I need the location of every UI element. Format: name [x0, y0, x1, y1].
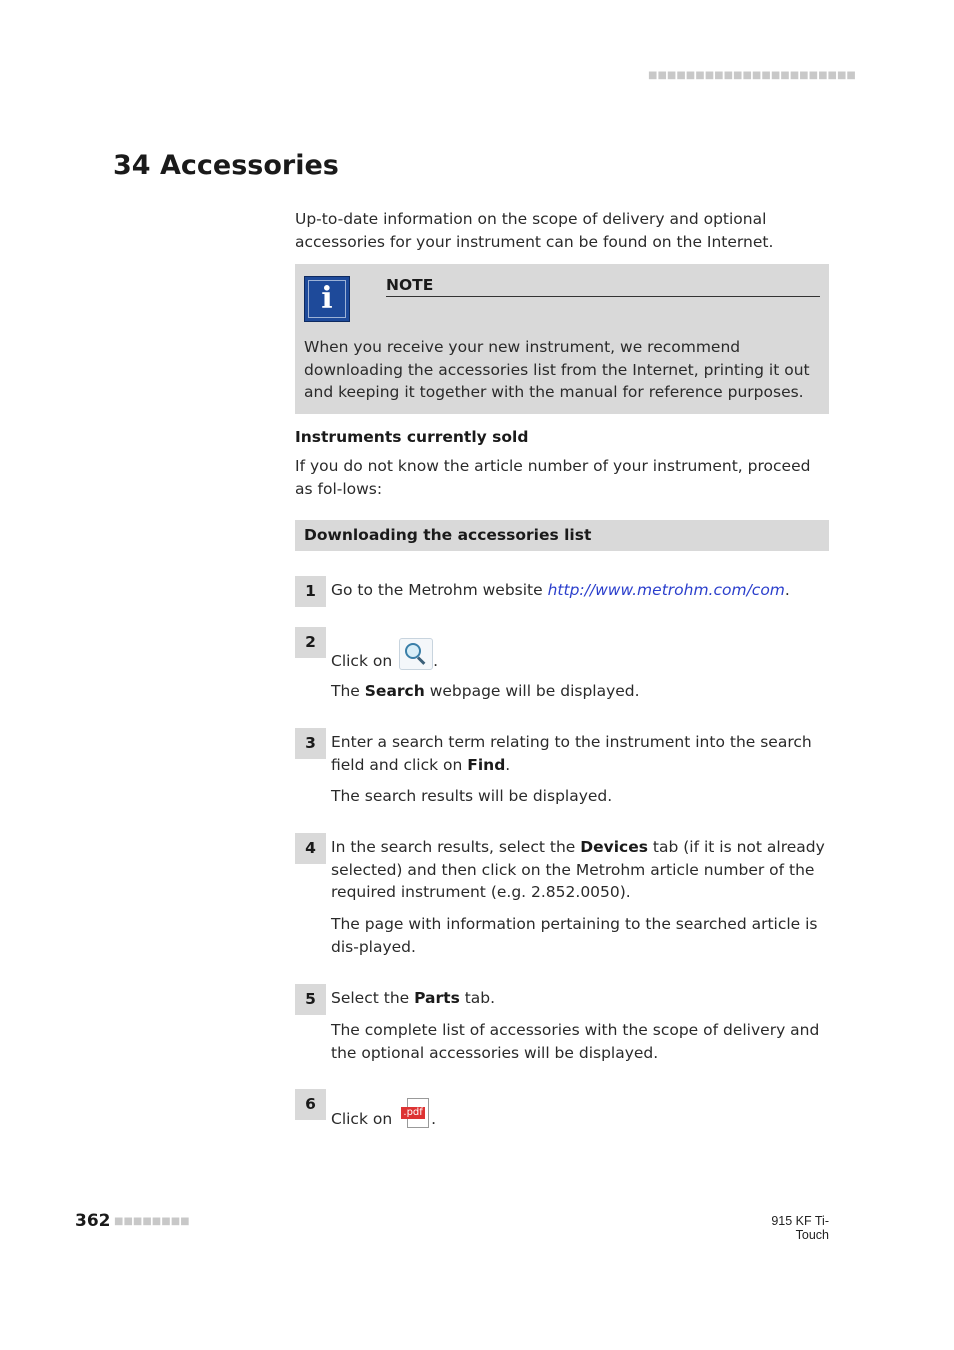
step-5-text: Select the Parts tab. — [331, 989, 496, 1007]
section-heading: Instruments currently sold — [295, 428, 529, 446]
step-2-result: The Search webpage will be displayed. — [331, 682, 640, 700]
step-number: 5 — [295, 984, 326, 1015]
step-number: 4 — [295, 833, 326, 864]
step-6-text: Click on .pdf . — [331, 1098, 829, 1131]
step-1-text: Go to the Metrohm website http://www.metrohm.com/com. — [331, 581, 790, 599]
info-icon: i — [304, 276, 350, 322]
intro-paragraph: Up-to-date information on the scope of delivery and optional accessories for your instrument can be found on the Internet. — [295, 210, 774, 251]
step-number: 2 — [295, 627, 326, 658]
metrohm-website-link[interactable]: http://www.metrohm.com/com — [547, 581, 785, 599]
step-4-text: In the search results, select the Devices tab (if it is not already selected) and then click on the Metrohm article number of the required instrument (e.g. 2.852.0050). — [331, 838, 825, 901]
note-box — [295, 264, 829, 414]
footer-decoration: ■■■■■■■■ — [114, 1216, 190, 1227]
pdf-icon[interactable]: .pdf — [401, 1098, 431, 1130]
chapter-title: 34 Accessories — [113, 150, 339, 181]
step-number: 1 — [295, 576, 326, 607]
search-icon[interactable] — [399, 638, 433, 670]
step-number: 6 — [295, 1089, 326, 1120]
step-2-text: Click on . — [331, 638, 829, 673]
step-4-result: The page with information pertaining to the searched article is dis-played. — [331, 915, 818, 956]
header-decoration: ■■■■■■■■■■■■■■■■■■■■■■ — [648, 70, 856, 81]
note-body: When you receive your new instrument, we recommend downloading the accessories list from the Internet, printing it out and keeping it together with the manual for reference purposes. — [304, 338, 810, 401]
step-3-result: The search results will be displayed. — [331, 787, 613, 805]
procedure-title: Downloading the accessories list — [304, 526, 592, 544]
step-5-result: The complete list of accessories with the scope of delivery and the optional accessories will be displayed. — [331, 1021, 820, 1062]
section-text: If you do not know the article number of your instrument, proceed as fol-lows: — [295, 457, 811, 498]
product-name: 915 KF Ti-Touch — [771, 1214, 829, 1242]
note-heading: NOTE — [386, 274, 820, 297]
step-3-text: Enter a search term relating to the instrument into the search field and click on Find. — [331, 733, 812, 774]
page-number: 362 — [75, 1211, 111, 1231]
step-number: 3 — [295, 728, 326, 759]
procedure-header — [295, 520, 829, 551]
